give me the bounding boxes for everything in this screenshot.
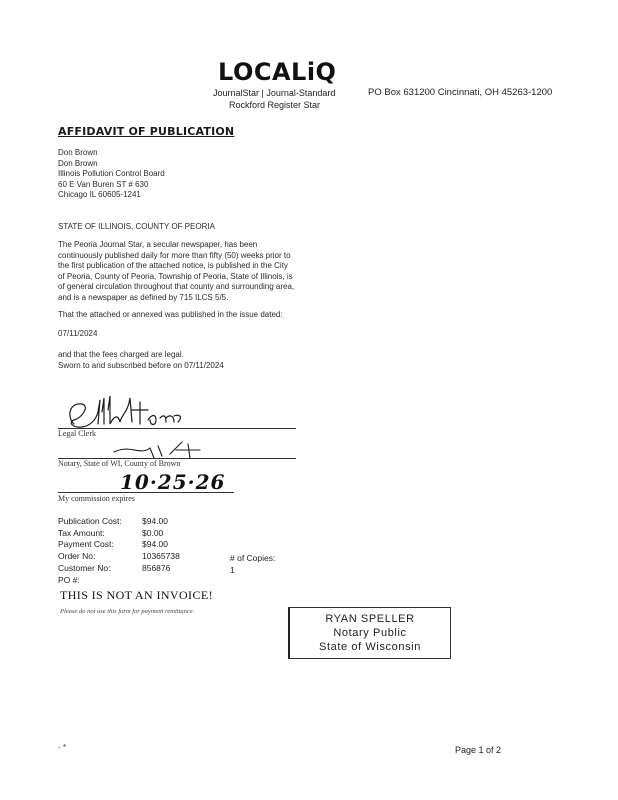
handwritten-commission-date: 10·25·26: [120, 470, 226, 494]
notary-caption: Notary, State of WI, County of Brown: [58, 459, 181, 468]
financial-label: Order No:: [58, 551, 96, 561]
notary-signature: [110, 440, 220, 460]
issue-date: 07/11/2024: [58, 329, 98, 338]
fees-statement: [58, 350, 224, 371]
publications-line-2: Rockford Register Star: [229, 100, 321, 110]
recipient-line: Chicago IL 60605-1241: [58, 190, 141, 199]
financial-value: $94.00: [142, 516, 168, 526]
publisher-address: PO Box 631200 Cincinnati, OH 45263-1200: [368, 87, 553, 98]
affidavit-paragraph: [58, 240, 328, 303]
financial-label: Payment Cost:: [58, 539, 114, 549]
publications-line-1: JournalStar | Journal-Standard: [213, 88, 336, 98]
page-indicator: Page 1 of 2: [455, 745, 502, 755]
recipient-line: 60 E Van Buren ST # 630: [58, 179, 149, 189]
commission-caption: My commission expires: [58, 494, 135, 503]
copies-value: 1: [230, 565, 235, 575]
stamp-name: RYAN SPELLER: [325, 613, 415, 625]
financial-value: 10365738: [142, 551, 180, 561]
not-invoice-notice: THIS IS NOT AN INVOICE!: [60, 588, 213, 602]
attest-line: That the attached or annexed was published in the issue dated:: [58, 310, 283, 319]
legal-clerk-caption: Legal Clerk: [58, 429, 96, 438]
localiq-logo: LOCALiQ: [218, 58, 337, 86]
financial-value: $94.00: [142, 539, 168, 549]
fees-line: and that the fees charged are legal.: [58, 350, 184, 359]
financial-label: Tax Amount:: [58, 528, 105, 538]
remittance-note: Please do not use this form for payment remittance.: [60, 608, 195, 615]
financial-label: Customer No:: [58, 563, 111, 573]
financial-value: $0.00: [142, 528, 164, 538]
recipient-line: Don Brown: [58, 148, 98, 157]
sworn-line: Sworn to and subscribed before on 07/11/2024: [58, 360, 224, 370]
financial-label: PO #:: [58, 575, 80, 585]
state-county-line: STATE OF ILLINOIS, COUNTY OF PEORIA: [58, 222, 215, 231]
page-title: AFFIDAVIT OF PUBLICATION: [58, 125, 235, 138]
paragraph-line: of general circulation throughout that county and surrounding area,: [58, 282, 295, 291]
recipient-address: [58, 148, 165, 201]
recipient-line: Don Brown: [58, 158, 98, 168]
paragraph-line: The Peoria Journal Star, a secular newspaper, has been: [58, 240, 258, 249]
copies-label: # of Copies:: [230, 553, 276, 563]
stamp-title: Notary Public: [333, 627, 407, 639]
recipient-line: Illinois Pollution Control Board: [58, 169, 165, 178]
stamp-state: State of Wisconsin: [319, 641, 421, 653]
paragraph-line: continuously published daily for more than fifty (50) weeks prior to: [58, 250, 291, 260]
notary-stamp: [288, 607, 451, 659]
paragraph-line: of Peoria, County of Peoria, Township of Peoria, State of Illinois, is: [58, 271, 293, 281]
paragraph-line: the first publication of the attached notice, is published in the City: [58, 261, 288, 270]
financial-value: 856876: [142, 563, 171, 573]
footer-mark: - *: [58, 743, 66, 752]
financial-label: Publication Cost:: [58, 516, 122, 526]
paragraph-line: and is a newspaper as defined by 715 ILCS 5/5.: [58, 292, 229, 302]
